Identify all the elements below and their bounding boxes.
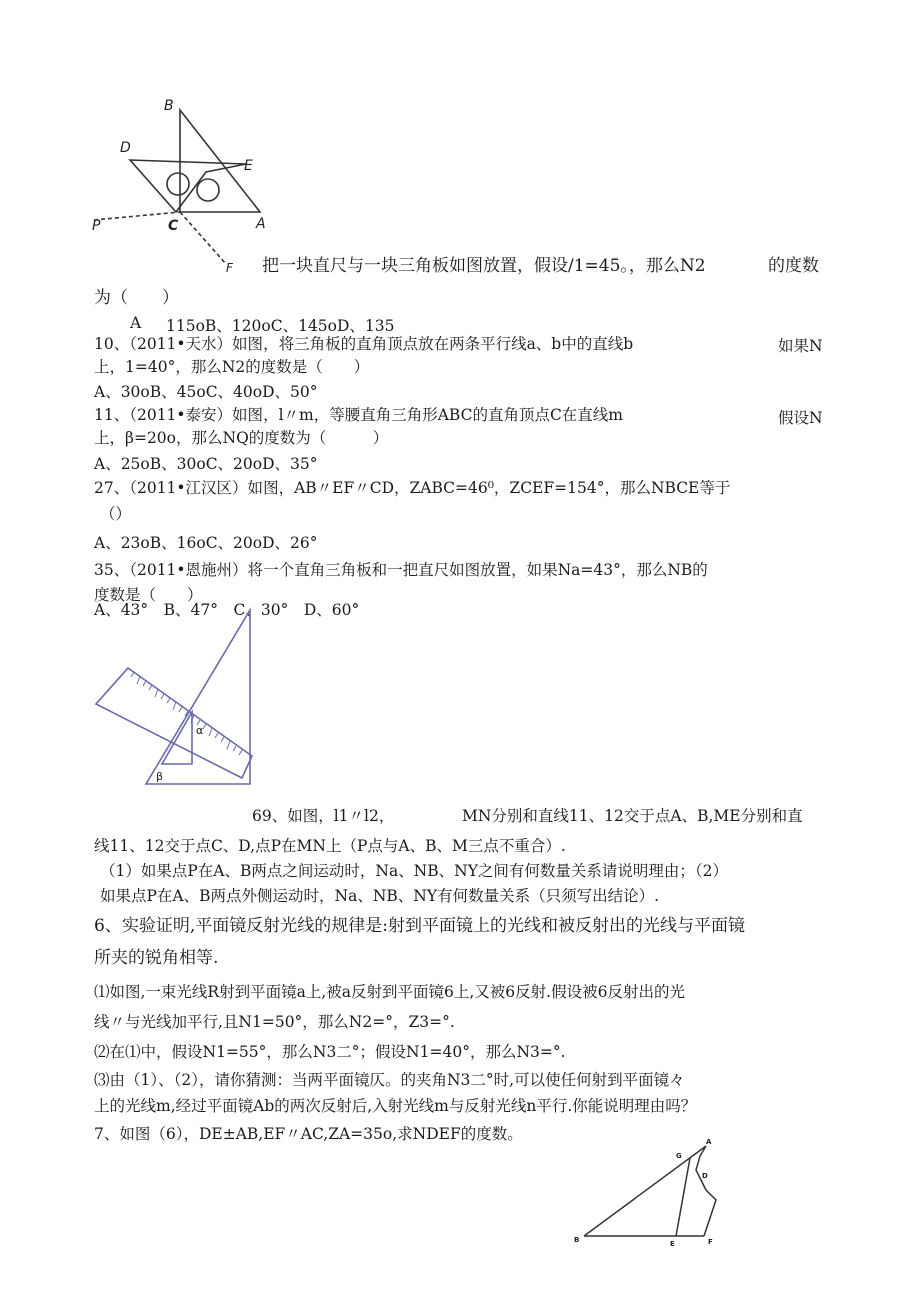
ruler-ticks [131, 672, 242, 755]
angle-circle-2 [197, 179, 219, 201]
q-ruler-tail: 的度数 [768, 256, 819, 276]
label-a: A [256, 216, 266, 232]
label-b: B [574, 1236, 580, 1244]
q10-side: 如果N [778, 337, 823, 355]
set-square-inner [162, 712, 192, 764]
q-ruler-cont: 为（ ） [94, 288, 179, 308]
line-cf [180, 212, 226, 264]
q6-line5: ⑵在⑴中，假设N1=55°，那么N3二°；假设N1=40°，那么N3=°. [94, 1043, 566, 1061]
q69-line2: 线11、12交于点C、D,点P在MN上（P点与A、B、M三点不重合）. [94, 837, 566, 855]
q-ruler-option-letter: A [130, 314, 142, 332]
label-c: C [168, 218, 179, 234]
figure-ruler-set-square [92, 606, 262, 806]
q27-options: A、23oB、16oC、20oD、26° [94, 534, 318, 552]
q69-lead: 69、如图，l1〃l2， [252, 807, 395, 825]
q10-line2: 上，1=40°，那么N2的度数是（ ） [94, 358, 370, 376]
label-g: G [676, 1152, 682, 1160]
q6-line7: 上的光线m,经过平面镜Ab的两次反射后,入射光线m与反射光线n平行.你能说明理由吗？ [94, 1097, 697, 1115]
q11-options: A、25oB、30oC、20oD、35° [94, 455, 318, 473]
label-a: A [706, 1138, 712, 1146]
second-triangle [130, 160, 246, 212]
label-d: D [120, 140, 131, 156]
angle-circle-1 [167, 173, 189, 195]
label-beta: β [156, 770, 164, 783]
label-alpha: α [196, 724, 204, 737]
q6-line6: ⑶由（1）、（2），请你猜测：当两平面镜仄。的夹角N3二°时,可以使任何射到平面镜々 [94, 1071, 685, 1089]
figure-triangle-ruler [88, 92, 278, 277]
label-f: F [226, 261, 233, 275]
q6-line1: 6、实验证明,平面镜反射光线的规律是:射到平面镜上的光线和被反射出的光线与平面镜 [94, 916, 745, 936]
q69-line3: （1）如果点P在A、B两点之间运动时，Na、NB、NY之间有何数量关系请说明理由；（2） [100, 862, 729, 880]
q6-line2: 所夹的锐角相等. [94, 948, 219, 968]
q-ruler-options: 115oB、120oC、145oD、135 [166, 317, 395, 335]
segment-de [676, 1158, 690, 1236]
label-d: D [702, 1172, 708, 1180]
q-ruler-prompt: 把一块直尺与一块三角板如图放置，假设/1=45。，那么N2 [262, 256, 706, 276]
q35-options: A、43° B、47° C、30° D、60° [94, 601, 360, 619]
q6-line3: ⑴如图,一束光线R射到平面镜a上,被a反射到平面镜6上,又被6反射.假设被6反射出的光 [94, 983, 685, 1001]
q69-lead-tail: MN分别和直线11、12交于点A、B,ME分别和直 [462, 807, 803, 825]
q27-line1: 27、（2011•江汉区）如图，AB〃EF〃CD，ZABC=46⁰，ZCEF=154°，那么NBCE等于 [94, 479, 731, 497]
q6-line4: 线〃与光线加平行,且N1=50°，那么N2=°，Z3=°. [94, 1013, 455, 1031]
label-p: P [92, 218, 101, 234]
side-a-f [696, 1146, 716, 1236]
label-f: F [708, 1238, 713, 1246]
set-square-outer [146, 610, 250, 784]
figure-triangle-def [570, 1130, 740, 1250]
q11-line2: 上，β=20o，那么NQ的度数为（ ） [94, 429, 389, 447]
q10-options: A、30oB、45oC、40oD、50° [94, 383, 318, 401]
q35-line1: 35、（2011•恩施州）将一个直角三角板和一把直尺如图放置，如果Na=43°，那么NB的 [94, 561, 708, 579]
label-e: E [244, 158, 253, 174]
label-b: B [164, 98, 174, 114]
ruler-body [96, 668, 252, 778]
q10-line1: 10、（2011•天水）如图，将三角板的直角顶点放在两条平行线a、b中的直线b [94, 335, 634, 353]
label-e: E [670, 1240, 675, 1248]
q11-side: 假设N [778, 409, 823, 427]
side-ab [584, 1146, 706, 1236]
q11-line1: 11、（2011•泰安）如图，l〃m，等腰直角三角形ABC的直角顶点C在直线m [94, 406, 624, 424]
q27-line2: （） [100, 505, 132, 523]
q69-line4: 如果点P在A、B两点外侧运动时，Na、NB、NY有何数量关系（只须写出结论）. [100, 887, 659, 905]
q7-line1: 7、如图（6），DE±AB,EF〃AC,ZA=35o,求NDEF的度数。 [94, 1125, 523, 1143]
q35-line2: 度数是（ ） [94, 586, 203, 604]
